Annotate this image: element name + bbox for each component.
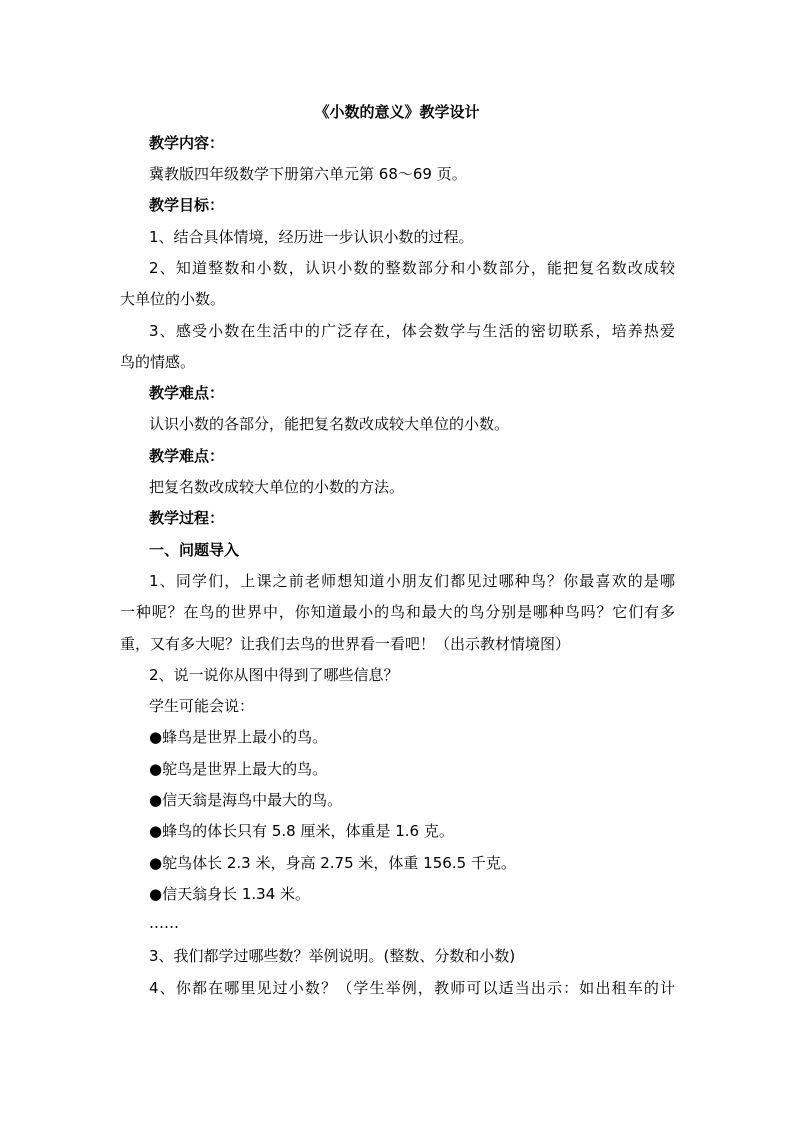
paragraph-1-line-2: 一种呢？在鸟的世界中，你知道最小的鸟和最大的鸟分别是哪种鸟吗？它们有多 <box>120 603 675 621</box>
paragraph-1-line-3: 重，又有多大呢？让我们去鸟的世界看一看吧！（出示教材情境图） <box>120 635 571 653</box>
bullet-item-1: ●蜂鸟是世界上最小的鸟。 <box>149 728 328 746</box>
content-text: 冀教版四年级数学下册第六单元第 68～69 页。 <box>149 165 467 183</box>
paragraph-2-sub: 学生可能会说： <box>149 697 255 715</box>
difficulty-2-heading: 教学难点： <box>149 447 225 465</box>
paragraph-1-line-1: 1、同学们，上课之前老师想知道小朋友们都见过哪种鸟？你最喜欢的是哪 <box>149 572 675 590</box>
goal-3-line-2: 鸟的情感。 <box>120 353 196 371</box>
goal-3-line-1: 3、感受小数在生活中的广泛存在，体会数学与生活的密切联系，培养热爱 <box>149 322 675 340</box>
goal-2-line-2: 大单位的小数。 <box>120 290 226 308</box>
paragraph-2: 2、说一说你从图中得到了哪些信息？ <box>149 666 399 684</box>
goals-heading: 教学目标： <box>149 196 225 214</box>
process-heading: 教学过程： <box>149 509 225 527</box>
bullet-item-3: ●信天翁是海鸟中最大的鸟。 <box>149 791 343 809</box>
goal-2-line-1: 2、知道整数和小数，认识小数的整数部分和小数部分，能把复名数改成较 <box>149 259 675 277</box>
ellipsis: …… <box>149 914 179 932</box>
difficulty-1-text: 认识小数的各部分，能把复名数改成较大单位的小数。 <box>149 415 510 433</box>
bullet-item-6: ●信天翁身长 1.34 米。 <box>149 885 311 903</box>
content-heading: 教学内容： <box>149 134 225 152</box>
difficulty-2-text: 把复名数改成较大单位的小数的方法。 <box>149 478 405 496</box>
paragraph-4-line-1: 4、你都在哪里见过小数？（学生举例，教师可以适当出示：如出租车的计 <box>149 979 675 997</box>
difficulty-1-heading: 教学难点： <box>149 384 225 402</box>
part-1-heading: 一、问题导入 <box>149 541 240 559</box>
bullet-item-2: ●鸵鸟是世界上最大的鸟。 <box>149 760 328 778</box>
paragraph-3: 3、我们都学过哪些数？举例说明。(整数、分数和小数) <box>149 947 516 965</box>
bullet-item-4: ●蜂鸟的体长只有 5.8 厘米，体重是 1.6 克。 <box>149 822 454 840</box>
bullet-item-5: ●鸵鸟体长 2.3 米，身高 2.75 米，体重 156.5 千克。 <box>149 854 516 872</box>
goal-1: 1、结合具体情境，经历进一步认识小数的过程。 <box>149 228 474 246</box>
document-title: 《小数的意义》教学设计 <box>314 103 480 121</box>
